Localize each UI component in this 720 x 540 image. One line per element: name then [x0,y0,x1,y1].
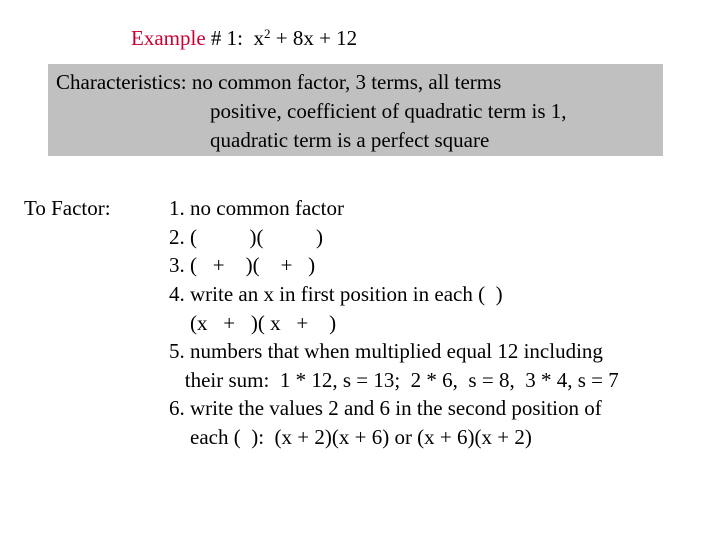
step-4-result: (x + )( x + ) [169,311,337,335]
characteristics-line-1: Characteristics: no common factor, 3 terms, all terms [56,70,502,94]
example-number: # 1: x [205,26,264,50]
step-5-continued: their sum: 1 * 12, s = 13; 2 * 6, s = 8, 3 * 4, s = 7 [169,368,619,392]
expression-tail: + 8x + 12 [270,26,358,50]
exponent: 2 [263,26,271,41]
step-6-continued: each ( ): (x + 2)(x + 6) or (x + 6)(x + 2) [169,425,532,449]
characteristics-line-2: positive, coefficient of quadratic term is 1, [210,99,567,123]
to-factor-label: To Factor: [24,196,111,220]
characteristics-box [48,64,663,156]
step-1: 1. no common factor [169,196,344,220]
step-4: 4. write an x in first position in each ( ) [169,282,503,306]
step-5: 5. numbers that when multiplied equal 12 including [169,339,603,363]
characteristics-line-3: quadratic term is a perfect square [210,128,490,152]
step-6: 6. write the values 2 and 6 in the second position of [169,396,602,420]
step-2: 2. ( )( ) [169,225,323,249]
example-label: Example [131,26,206,50]
step-3: 3. ( + )( + ) [169,253,316,277]
example-title [131,26,357,50]
